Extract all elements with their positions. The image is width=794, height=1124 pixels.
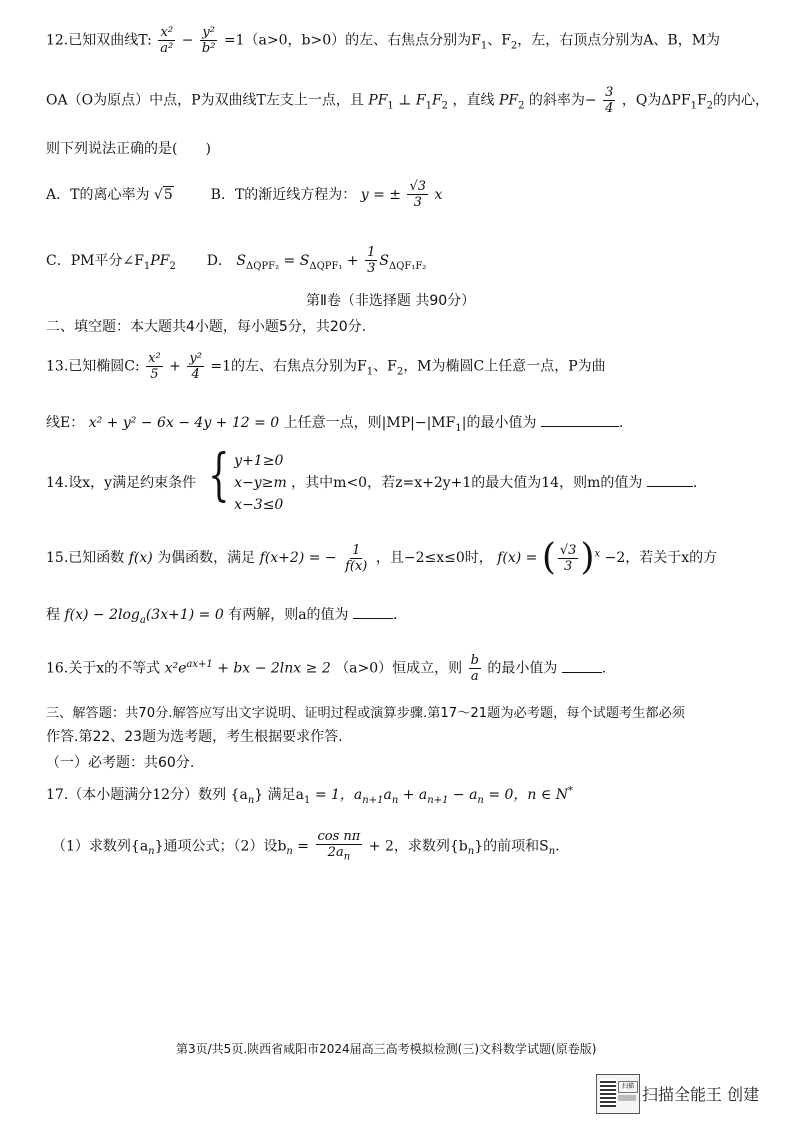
q16-answer-blank[interactable] <box>562 671 602 673</box>
q17-line1: 17.（本小题满分12分）数列 $\{a_n\}$ 满足$a_1 = 1$，$a_{n+1}a_n + a_{n+1} - a_n = 0$，n ∈ N* <box>46 785 573 806</box>
q12-line2: OA（O为原点）中点，P为双曲线T左支上一点，且 $PF_1$ ⊥ $F_1F_2$ ，直线 $PF_2$ 的斜率为− $\frac{3}{4}$ ，Q为$\Delta PF_1F_2$的内心， <box>46 85 770 116</box>
q12-line3: 则下列说法正确的是( ) <box>46 141 211 157</box>
q17-line2: （1）求数列$\{a_n\}$通项公式；（2）设$b_n$ = $\frac{\text{cos nπ}}{2a_n}$ + 2，求数列$\{b_n\}$的前项和$S_n$. <box>52 829 560 863</box>
q14: 14.设x，y满足约束条件 { y+1≥0 x−y≥m x−3≤0 ，其中m<0，若z=x+2y+1的最大值为14，则m的值为 . <box>46 448 697 518</box>
page-footer: 第3页/共5页.陕西省咸阳市2024届高三高考模拟检测(三)文科数学试题(原卷版) <box>176 1042 597 1056</box>
logo-mark: 扫描 <box>618 1081 638 1093</box>
scanner-brand-text: 扫描全能王 创建 <box>642 1085 760 1104</box>
part2-title: 第Ⅱ卷（非选择题 共90分） <box>306 293 476 309</box>
q13-line2: 线E： x² + y² − 6x − 4y + 12 = 0 上任意一点，则$|MP|-|MF_1|$的最小值为 . <box>46 415 624 434</box>
q16: 16.关于x的不等式 $x^2e^{ax+1}$ + bx − 2lnx ≥ 2 （a>0）恒成立，则 $\frac{b}{a}$ 的最小值为 . <box>46 653 607 684</box>
option-a: A．T的离心率为 √5 <box>46 186 173 203</box>
q13-answer-blank[interactable] <box>541 425 619 427</box>
q14-answer-blank[interactable] <box>647 485 693 487</box>
section2-heading: 二、填空题：本大题共4小题，每小题5分，共20分. <box>46 319 367 335</box>
option-d: D． $S_{\Delta QPF_2} = S_{\Delta QPF_1}$ + $\frac{1}{3}$ $S_{\Delta QF_1F_2}$ <box>206 245 427 276</box>
section3-heading-line1: 三、解答题：共70分.解答应写出文字说明、证明过程或演算步骤.第17～21题为必考题，每个试题考生都必须 <box>46 706 685 721</box>
q12-options-cd <box>46 246 426 275</box>
q15-answer-blank[interactable] <box>353 617 393 619</box>
q12-line1: 12.已知双曲线T: $\frac{\text{x²}}{\text{a²}}$ − $\frac{\text{y²}}{\text{b²}}$ =1（a>0，b>0）的左、右焦点分别为$F_1$、$F_2$，左，右顶点分别为A、B，M为 <box>46 25 721 56</box>
q13-line1: 13.已知椭圆C: $\frac{\text{x²}}{5}$ + $\frac{\text{y²}}{4}$ =1的左、右焦点分别为$F_1$、$F_2$，M为椭圆C上任意一点，P为曲 <box>46 351 606 382</box>
option-c: C．PM平分$\angle F_1PF_2$ <box>46 252 176 272</box>
option-b: B．T的渐近线方程为： y = ± $\frac{√3}{3}$ x <box>210 179 443 210</box>
q15-line1: 15.已知函数 f(x) 为偶函数，满足 f(x+2) = − $\frac{1}{f(x)}$ ，且−2≤x≤0时， f(x) = ( $\frac{√3}{3}$ )$^x$ −2，若关于x的方 <box>46 537 718 578</box>
q15-line2: 程 $f(x) - 2\log_a(3x+1) = 0$ 有两解，则a的值为 . <box>46 607 398 626</box>
section3-heading-line2: 作答.第22、23题为选考题，考生根据要求作答. <box>46 729 343 745</box>
qr-code-icon <box>600 1079 616 1107</box>
required-heading: （一）必考题：共60分. <box>46 755 195 771</box>
constraint-system: { y+1≥0 x−y≥m x−3≤0 <box>207 443 287 513</box>
scanner-logo <box>596 1074 640 1114</box>
q12-options-ab <box>46 180 442 209</box>
